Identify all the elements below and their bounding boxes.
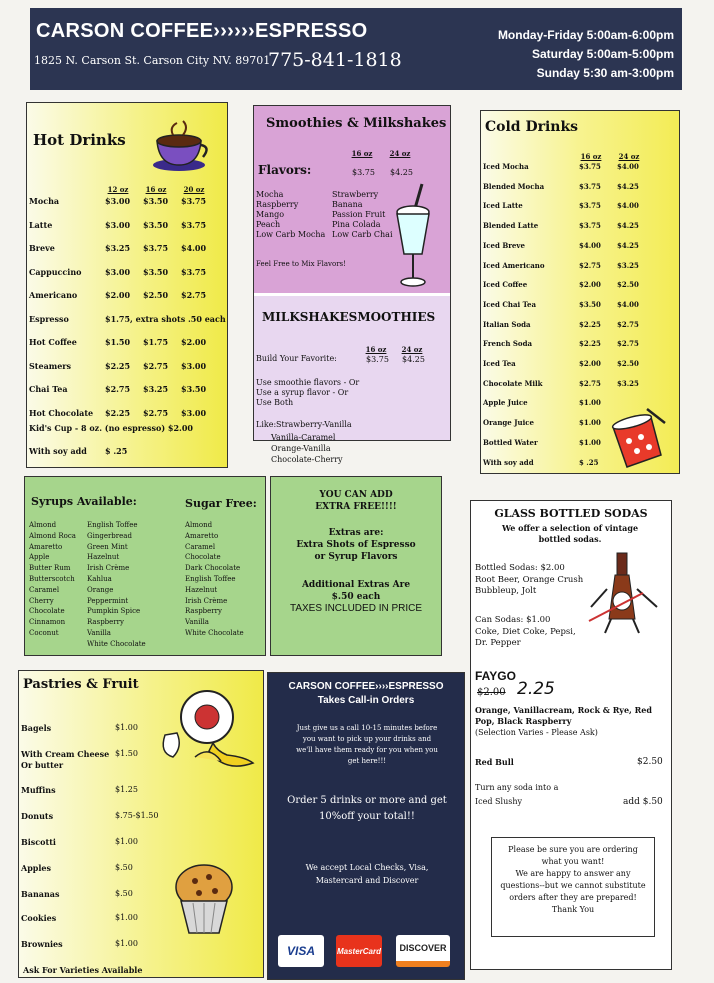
syrups-panel bbox=[24, 476, 266, 656]
syrup-item: Hazelnut bbox=[185, 585, 218, 594]
like-label: Like: bbox=[256, 420, 277, 429]
pastry-name: Bagels bbox=[21, 723, 52, 733]
syrup-item: Cherry bbox=[29, 596, 54, 605]
syrup-item: Dark Chocolate bbox=[185, 564, 241, 573]
hot-size-16: 16 oz bbox=[145, 185, 167, 194]
like-line-4: Chocolate-Cherry bbox=[271, 455, 343, 464]
pastry-price: $1.50 bbox=[115, 749, 138, 758]
cold-drink-price: $4.00 bbox=[579, 240, 601, 250]
cold-drink-price: $4.25 bbox=[617, 221, 639, 231]
slushy-add: add $.50 bbox=[623, 797, 663, 807]
extras-syrup: or Syrup Flavors bbox=[314, 552, 398, 562]
soda-bottle-icon bbox=[587, 549, 667, 635]
hot-mocha-price-20: $3.75 bbox=[181, 196, 207, 206]
flavor-item: Mango bbox=[256, 210, 285, 219]
pastries-footer: Ask For Varieties Available bbox=[23, 965, 143, 975]
extras-tax: TAXES INCLUDED IN PRICE bbox=[289, 603, 423, 614]
callin-panel bbox=[267, 672, 465, 980]
hot-drink-name: Cappuccino bbox=[29, 266, 82, 277]
cold-drink-name: Orange Juice bbox=[483, 418, 534, 428]
smoothie-size-16: 16 oz bbox=[351, 149, 373, 158]
cold-drink-price: $2.75 bbox=[617, 339, 639, 349]
like-line-3: Orange-Vanilla bbox=[271, 444, 331, 453]
pastry-price: $1.25 bbox=[115, 785, 138, 794]
cold-drink-name: Iced Latte bbox=[483, 201, 523, 211]
shop-hours bbox=[498, 26, 674, 83]
faygo-new-price: 2.25 bbox=[517, 679, 555, 699]
cold-size-16: 16 oz bbox=[580, 152, 602, 161]
flavors-label: Flavors: bbox=[258, 163, 312, 177]
pastry-name: Donuts bbox=[21, 811, 54, 821]
discover-card-icon: DISCOVER bbox=[396, 935, 450, 967]
bottled-list: Root Beer, Orange Crush Bubbleup, Jolt bbox=[475, 575, 584, 596]
extras-line2: EXTRA FREE!!!! bbox=[315, 502, 397, 512]
cold-drink-name: Iced Americano bbox=[483, 260, 545, 270]
cold-drink-name: Blended Latte bbox=[483, 221, 539, 231]
syrup-item: Amaretto bbox=[29, 542, 63, 551]
flavor-item: Low Carb Mocha bbox=[256, 230, 326, 239]
notice-line-5: orders after they are prepared! bbox=[509, 893, 637, 902]
pastries-title: Pastries & Fruit bbox=[23, 677, 139, 692]
hot-drink-price: $1.75, extra shots .50 each bbox=[105, 313, 226, 324]
pastry-name: Biscotti bbox=[21, 837, 56, 847]
syrup-item: Almond Roca bbox=[29, 531, 76, 540]
hot-drink-price: $2.75 bbox=[143, 407, 169, 418]
syrup-item: Gingerbread bbox=[87, 531, 132, 540]
hot-drink-name: Steamers bbox=[29, 360, 72, 371]
muffin-icon bbox=[169, 857, 239, 937]
slushy-line2: Iced Slushy bbox=[475, 797, 523, 806]
callin-accept: We accept Local Checks, Visa, Mastercard and Discover bbox=[305, 863, 429, 885]
callin-order: Order 5 drinks or more and get 10%off your total!! bbox=[287, 795, 447, 822]
can-list: Coke, Diet Coke, Pepsi, Dr. Pepper bbox=[475, 627, 576, 648]
hot-drink-price: $2.25 bbox=[105, 360, 131, 371]
hot-drink-price: $3.75 bbox=[181, 266, 207, 277]
hot-drinks-panel bbox=[26, 102, 228, 468]
syrup-item: Green Mint bbox=[87, 542, 128, 551]
hot-drink-name: Hot Chocolate bbox=[29, 407, 94, 418]
milkshake-icon bbox=[392, 182, 434, 292]
hot-drink-name: Hot Coffee bbox=[29, 337, 77, 347]
shop-title: CARSON COFFEE››››››ESPRESSO bbox=[36, 20, 368, 42]
coffee-cup-icon bbox=[149, 119, 213, 173]
syrup-item: Raspberry bbox=[185, 607, 222, 616]
milkshake-section bbox=[254, 296, 450, 440]
pastry-price: $1.00 bbox=[115, 913, 138, 922]
notice-line-3: We are happy to answer any bbox=[515, 869, 631, 878]
syrup-item: Almond bbox=[185, 521, 213, 529]
hot-drink-price: $3.75 bbox=[143, 243, 169, 253]
shop-phone: 775-841-1818 bbox=[268, 49, 402, 71]
cold-drink-price: $3.50 bbox=[579, 299, 601, 309]
cold-mocha-16: $3.75 bbox=[579, 162, 601, 171]
hot-drink-name: Breve bbox=[29, 243, 55, 253]
hot-size-12: 12 oz bbox=[107, 185, 129, 194]
extras-inner bbox=[271, 489, 441, 615]
hot-drink-price: $3.50 bbox=[143, 266, 169, 277]
hot-drink-price: $3.00 bbox=[181, 407, 207, 418]
flavor-item: Low Carb Chai bbox=[332, 230, 393, 239]
notice-line-4: questions--but we cannot substitute bbox=[500, 881, 646, 890]
like-line-2: Vanilla-Caramel bbox=[271, 433, 336, 442]
pastry-price: $.50 bbox=[115, 863, 133, 872]
pastry-price: $.50 bbox=[115, 889, 133, 898]
syrup-item: Caramel bbox=[185, 542, 216, 551]
cold-drink-price: $1.00 bbox=[579, 418, 601, 428]
ms-size-16: 16 oz bbox=[365, 345, 387, 354]
syrup-item: Hazelnut bbox=[87, 553, 120, 562]
syrup-item: White Chocolate bbox=[87, 639, 146, 648]
cold-drink-price: $2.75 bbox=[579, 378, 601, 388]
hot-drink-price: $3.50 bbox=[143, 219, 169, 230]
visa-card-icon: VISA bbox=[278, 935, 324, 967]
smoothie-price-24: $4.25 bbox=[390, 168, 413, 177]
hot-size-20: 20 oz bbox=[183, 185, 205, 194]
mix-flavors-note: Feel Free to Mix Flavors! bbox=[256, 260, 346, 268]
hot-mocha-price-12: $3.00 bbox=[105, 196, 131, 206]
mastercard-icon: MasterCard bbox=[336, 935, 382, 967]
cold-mocha-24: $4.00 bbox=[617, 162, 639, 171]
hot-drinks-title: Hot Drinks bbox=[33, 131, 126, 149]
extras-panel bbox=[270, 476, 442, 656]
syrup-item: Irish Crème bbox=[185, 596, 228, 605]
syrup-item: Apple bbox=[29, 553, 50, 562]
callin-title: CARSON COFFEE››››ESPRESSO bbox=[288, 681, 444, 692]
syrup-item: Vanilla bbox=[87, 629, 111, 637]
smoothies-panel bbox=[253, 105, 451, 441]
hours-weekday: Monday-Friday 5:00am-6:00pm bbox=[497, 28, 674, 42]
hot-drink-price: $3.25 bbox=[105, 243, 131, 253]
smoothies-title: Smoothies & Milkshakes bbox=[266, 116, 447, 131]
cold-drink-price: $ .25 bbox=[579, 457, 599, 467]
hot-drink-price: $3.00 bbox=[181, 360, 207, 371]
syrup-item: Chocolate bbox=[29, 607, 65, 616]
notice-line-2: what you want! bbox=[541, 857, 605, 866]
cold-drink-name: Iced Mocha bbox=[483, 162, 529, 171]
hot-drink-price: $2.25 bbox=[105, 407, 131, 418]
notice-line-1: Please be sure you are ordering bbox=[508, 845, 638, 854]
flavor-item: Peach bbox=[256, 220, 281, 229]
use-line-1: Use smoothie flavors - Or bbox=[256, 378, 360, 387]
build-favorite: Build Your Favorite: bbox=[256, 354, 337, 363]
cold-drink-name: Iced Tea bbox=[483, 359, 516, 368]
sodas-intro: We offer a selection of vintage bottled sodas. bbox=[501, 523, 639, 544]
syrup-item: Kahlua bbox=[87, 575, 112, 583]
cold-drink-price: $2.25 bbox=[579, 339, 601, 349]
cold-drink-price: $3.25 bbox=[617, 378, 639, 388]
pastry-price: $.75-$1.50 bbox=[115, 811, 159, 820]
syrup-item: English Toffee bbox=[185, 575, 236, 583]
hot-drink-name: Americano bbox=[29, 290, 78, 300]
syrup-item: Pumpkin Spice bbox=[87, 607, 141, 616]
cold-drink-name: Iced Chai Tea bbox=[483, 299, 537, 309]
hot-drink-price: $2.00 bbox=[181, 337, 207, 347]
can-sodas: Can Sodas: $1.00 bbox=[475, 615, 551, 625]
extras-shots: Extra Shots of Espresso bbox=[296, 540, 416, 550]
ms-price-16: $3.75 bbox=[366, 355, 389, 364]
syrup-item: Butter Rum bbox=[29, 564, 71, 573]
cold-drink-price: $2.00 bbox=[579, 280, 601, 290]
flavor-item: Banana bbox=[332, 200, 363, 209]
kids-cup: Kid's Cup - 8 oz. (no espresso) $2.00 bbox=[29, 423, 193, 433]
cold-drink-price: $3.75 bbox=[579, 221, 601, 231]
faygo-list: Orange, Vanillacream, Rock & Rye, Red Pop, Black Raspberry bbox=[475, 705, 652, 726]
hot-drink-price: $3.00 bbox=[105, 219, 131, 230]
fruit-icon bbox=[155, 681, 259, 777]
hot-drink-price: $3.25 bbox=[143, 384, 169, 394]
shop-address: 1825 N. Carson St. Carson City NV. 89701 bbox=[34, 54, 271, 67]
pastry-name: Muffins bbox=[21, 785, 56, 795]
hot-drink-price: $2.00 bbox=[105, 290, 131, 300]
faygo-old-price: $2.00 bbox=[477, 687, 506, 698]
cold-drink-name: Iced Breve bbox=[483, 240, 525, 250]
flavor-item: Mocha bbox=[256, 190, 284, 199]
syrup-item: Irish Crème bbox=[87, 564, 130, 573]
cold-size-24: 24 oz bbox=[618, 152, 640, 161]
pastry-price: $1.00 bbox=[115, 723, 138, 732]
flavor-item: Pina Colada bbox=[332, 220, 381, 229]
milkshake-title: MILKSHAKESMOOTHIES bbox=[262, 310, 436, 324]
cold-drink-name: Iced Coffee bbox=[483, 280, 528, 290]
callin-subtitle: Takes Call-in Orders bbox=[317, 695, 415, 706]
pastry-price: $1.00 bbox=[115, 939, 138, 948]
cold-drink-price: $3.25 bbox=[617, 260, 639, 270]
cold-drink-price: $4.00 bbox=[617, 201, 639, 211]
hot-drink-price: $1.75 bbox=[143, 337, 169, 347]
syrup-item: English Toffee bbox=[87, 521, 138, 529]
use-line-2: Use a syrup flavor - Or bbox=[256, 388, 349, 397]
syrup-item: Peppermint bbox=[87, 596, 129, 605]
hot-drink-price: $2.75 bbox=[143, 360, 169, 371]
syrup-item: Butterscotch bbox=[29, 575, 75, 583]
callin-body: Just give us a call 10-15 minutes before you want to pick up your drinks and we'll have them ready for you when you get here!!! bbox=[296, 724, 438, 765]
ms-price-24: $4.25 bbox=[402, 355, 425, 364]
soda-cup-icon bbox=[607, 407, 669, 471]
cold-drink-price: $4.25 bbox=[617, 240, 639, 250]
flavor-item: Strawberry bbox=[332, 190, 379, 199]
flavor-item: Raspberry bbox=[256, 200, 299, 209]
cold-drink-price: $1.00 bbox=[579, 398, 601, 408]
use-line-3: Use Both bbox=[256, 398, 294, 407]
pastry-name: Apples bbox=[21, 863, 52, 873]
syrup-item: Vanilla bbox=[185, 618, 209, 627]
cold-drink-name: Apple Juice bbox=[483, 398, 528, 408]
hot-drink-name: Mocha bbox=[29, 196, 60, 206]
syrup-item: Caramel bbox=[29, 585, 60, 594]
hot-drink-price: $2.75 bbox=[181, 290, 207, 300]
pastry-name: Bananas bbox=[21, 889, 60, 899]
cold-drink-price: $4.25 bbox=[617, 181, 639, 191]
extras-line1: YOU CAN ADD bbox=[319, 490, 393, 500]
hot-drink-name: Latte bbox=[29, 219, 53, 230]
cold-drink-price: $2.25 bbox=[579, 319, 601, 329]
redbull-label: Red Bull bbox=[475, 757, 514, 767]
cold-drink-price: $2.00 bbox=[579, 359, 601, 368]
syrup-item: Almond bbox=[29, 521, 57, 529]
syrup-item: Raspberry bbox=[87, 618, 124, 627]
syrup-item: Orange bbox=[87, 585, 114, 594]
like-line-1: Strawberry-Vanilla bbox=[276, 420, 352, 429]
cold-drink-price: $2.50 bbox=[617, 359, 639, 368]
smoothie-size-24: 24 oz bbox=[389, 149, 411, 158]
cold-drink-price: $4.00 bbox=[617, 299, 639, 309]
cold-drink-price: $2.50 bbox=[617, 280, 639, 290]
cold-drink-name: Bottled Water bbox=[483, 437, 538, 447]
hot-drink-name: Chai Tea bbox=[29, 384, 68, 394]
cold-drinks-title: Cold Drinks bbox=[485, 119, 579, 135]
hot-drink-price: $2.50 bbox=[143, 290, 169, 300]
hot-mocha-price-16: $3.50 bbox=[143, 196, 169, 206]
hot-drink-name: Espresso bbox=[29, 313, 69, 324]
syrup-item: Chocolate bbox=[185, 553, 221, 562]
notice-box bbox=[491, 837, 655, 937]
flavor-item: Passion Fruit bbox=[332, 210, 386, 219]
header-banner bbox=[30, 8, 682, 90]
ms-size-24: 24 oz bbox=[401, 345, 423, 354]
cold-drink-price: $3.75 bbox=[579, 181, 601, 191]
cold-drink-name: Italian Soda bbox=[483, 319, 531, 329]
sugar-free-title: Sugar Free: bbox=[185, 497, 257, 510]
cold-drink-name: French Soda bbox=[483, 339, 533, 349]
hot-soy-label: With soy add bbox=[29, 446, 87, 456]
cold-drink-name: With soy add bbox=[483, 457, 534, 467]
smoothie-price-16: $3.75 bbox=[352, 168, 375, 177]
hot-drink-price: $1.50 bbox=[105, 337, 131, 347]
faygo-title: FAYGO bbox=[475, 669, 516, 683]
pastries-panel bbox=[18, 670, 264, 978]
pastry-name: Cookies bbox=[21, 913, 57, 923]
hot-drink-price: $3.50 bbox=[181, 384, 207, 394]
redbull-price: $2.50 bbox=[637, 757, 663, 767]
syrup-item: Coconut bbox=[29, 629, 59, 637]
cold-drink-name: Chocolate Milk bbox=[483, 378, 543, 388]
cold-drink-price: $1.00 bbox=[579, 437, 601, 447]
cold-drink-price: $2.75 bbox=[617, 319, 639, 329]
cold-drink-price: $3.75 bbox=[579, 201, 601, 211]
hot-drink-price: $2.75 bbox=[105, 384, 131, 394]
extras-add-price: $.50 each bbox=[331, 592, 381, 602]
syrup-item: Amaretto bbox=[185, 531, 219, 540]
slushy-line1: Turn any soda into a bbox=[475, 783, 559, 792]
cold-drink-name: Blended Mocha bbox=[483, 181, 545, 191]
sodas-panel bbox=[470, 500, 672, 970]
hot-soy-price: $ .25 bbox=[105, 446, 128, 456]
syrup-item: White Chocolate bbox=[185, 629, 244, 637]
hot-drink-price: $3.00 bbox=[105, 266, 131, 277]
bottled-sodas: Bottled Sodas: $2.00 bbox=[475, 563, 565, 573]
hours-sunday: Sunday 5:30 am-3:00pm bbox=[536, 66, 674, 80]
syrups-title: Syrups Available: bbox=[31, 495, 137, 508]
extras-add-title: Additional Extras Are bbox=[301, 580, 411, 590]
cold-drinks-panel bbox=[480, 110, 680, 474]
cold-drink-price: $2.75 bbox=[579, 260, 601, 270]
hot-drink-price: $4.00 bbox=[181, 243, 207, 253]
extras-are: Extras are: bbox=[328, 528, 384, 538]
pastry-price: $1.00 bbox=[115, 837, 138, 846]
hours-saturday: Saturday 5:00am-5:00pm bbox=[531, 47, 674, 61]
faygo-note: (Selection Varies - Please Ask) bbox=[475, 728, 598, 737]
hot-drink-price: $3.75 bbox=[181, 219, 207, 230]
pastry-name: Brownies bbox=[21, 939, 63, 949]
smoothies-top bbox=[254, 106, 450, 293]
sodas-title: GLASS BOTTLED SODAS bbox=[494, 507, 648, 520]
notice-line-6: Thank You bbox=[551, 905, 595, 914]
syrup-item: Cinnamon bbox=[29, 618, 66, 627]
pastry-name: With Cream Cheese Or butter bbox=[21, 749, 110, 770]
